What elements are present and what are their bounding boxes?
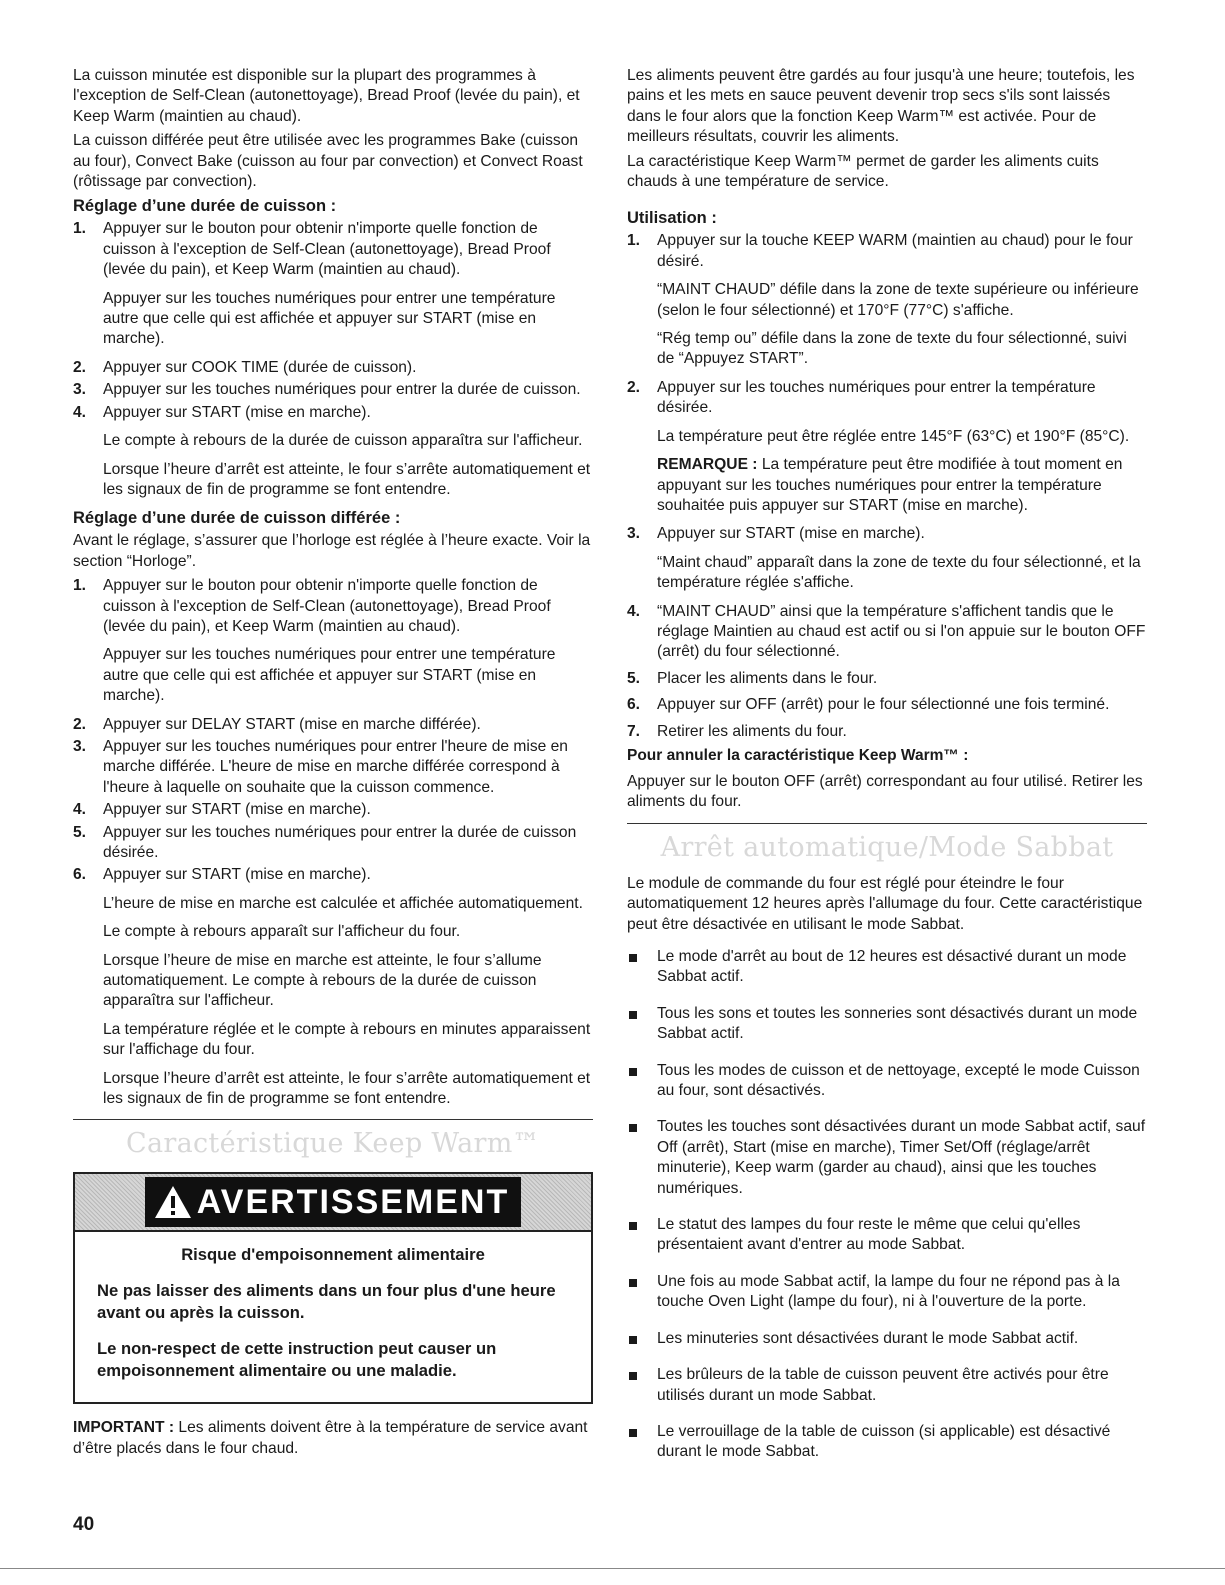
step	[73, 823, 593, 864]
step	[73, 865, 593, 1109]
step-text: Appuyer sur OFF (arrêt) pour le four sélectionné une fois terminé.	[657, 696, 1110, 714]
section-divider	[627, 823, 1147, 824]
step-number: 1.	[627, 232, 641, 250]
keep-warm-section-title: Caractéristique Keep Warm™	[126, 1128, 540, 1160]
sabbath-bullet-list	[627, 947, 1147, 1463]
square-bullet-icon	[629, 1336, 637, 1344]
remark-note	[657, 455, 1147, 516]
square-bullet-icon	[629, 1429, 637, 1437]
square-bullet-icon	[629, 1279, 637, 1287]
warning-label: AVERTISSEMENT	[196, 1183, 510, 1222]
step	[627, 669, 1147, 689]
list-item	[627, 1117, 1147, 1199]
step-number: 4.	[73, 801, 87, 819]
list-item	[627, 1215, 1147, 1256]
list-item-text: Toutes les touches sont désactivées durant un mode Sabbat actif, sauf Off (arrêt), Start (mise en marche), Timer Set/Off (réglage/arrêt minuterie), Keep warm (garder au chaud), ainsi que les touches numériques.	[657, 1118, 1146, 1197]
step-number: 4.	[627, 602, 641, 620]
list-item-text: Tous les sons et toutes les sonneries sont désactivés durant un mode Sabbat actif.	[657, 1004, 1138, 1043]
step-number: 4.	[73, 403, 87, 421]
step	[73, 576, 593, 706]
warning-body	[75, 1232, 591, 1402]
square-bullet-icon	[629, 1372, 637, 1380]
warning-triangle-icon	[153, 1184, 193, 1220]
square-bullet-icon	[629, 954, 637, 962]
step-number: 5.	[627, 669, 641, 687]
cook-time-heading: Réglage d’une durée de cuisson :	[73, 197, 337, 216]
step-text: Appuyer sur START (mise en marche).	[103, 801, 371, 819]
step-text: Placer les aliments dans le four.	[657, 669, 878, 687]
usage-heading: Utilisation :	[627, 209, 717, 228]
cancel-keep-warm-text: Appuyer sur le bouton OFF (arrêt) correspondant au four utilisé. Retirer les aliments du four.	[627, 772, 1143, 811]
step-note: L’heure de mise en marche est calculée et affichée automatiquement.	[103, 894, 583, 912]
step-note: “Rég temp ou” défile dans la zone de texte du four sélectionné, suivi de “Appuyez START”.	[657, 330, 1127, 368]
step-number: 1.	[73, 220, 87, 238]
list-item	[627, 1422, 1147, 1463]
sabbath-section-title: Arrêt automatique/Mode Sabbat	[660, 831, 1114, 863]
step-number: 3.	[73, 381, 87, 399]
step	[73, 358, 593, 378]
step-note: Le compte à rebours apparaît sur l'afficheur du four.	[103, 923, 461, 941]
step	[627, 602, 1147, 663]
square-bullet-icon	[629, 1222, 637, 1230]
step	[627, 378, 1147, 516]
step-note: Appuyer sur les touches numériques pour entrer une température autre que celle qui est affichée et appuyer sur START (mise en marche).	[103, 646, 556, 705]
step	[73, 737, 593, 798]
list-item	[627, 1061, 1147, 1102]
step-note: Appuyer sur les touches numériques pour entrer une température autre que celle qui est affichée et appuyer sur START (mise en marche).	[103, 289, 556, 348]
step-number: 1.	[73, 577, 87, 595]
timed-cooking-intro: La cuisson minutée est disponible sur la plupart des programmes à l'exception de Self-Clean (autonettoyage), Bread Proof (levée du pain), et Keep Warm (maintien au chaud).	[73, 67, 580, 125]
step-number: 6.	[73, 866, 87, 884]
step-number: 3.	[627, 525, 641, 543]
step-text: Appuyer sur les touches numériques pour entrer la durée de cuisson.	[103, 381, 581, 399]
step-number: 5.	[73, 823, 87, 841]
step-text: Appuyer sur les touches numériques pour entrer la température désirée.	[657, 378, 1096, 417]
important-text: Les aliments doivent être à la température de service avant d’être placés dans le four chaud.	[73, 1419, 588, 1457]
step-number: 6.	[627, 696, 641, 714]
step	[73, 380, 593, 400]
list-item	[627, 1365, 1147, 1406]
list-item	[627, 947, 1147, 988]
left-column	[73, 66, 593, 1463]
step-text: Appuyer sur START (mise en marche).	[103, 866, 371, 884]
step	[627, 695, 1147, 715]
step-note: Le compte à rebours de la durée de cuisson apparaîtra sur l'afficheur.	[103, 432, 583, 450]
step	[73, 800, 593, 820]
section-divider	[73, 1119, 593, 1120]
list-item-text: Le verrouillage de la table de cuisson (si applicable) est désactivé durant le mode Sabbat.	[657, 1422, 1111, 1461]
step	[627, 722, 1147, 742]
step	[73, 219, 593, 349]
step-note: “Maint chaud” apparaît dans la zone de texte du four sélectionné, et la température réglée s'affiche.	[657, 553, 1141, 592]
step-number: 3.	[73, 737, 87, 755]
delay-start-heading: Réglage d’une durée de cuisson différée :	[73, 509, 401, 528]
warning-line-1: Ne pas laisser des aliments dans un four plus d'une heure avant ou après la cuisson.	[97, 1281, 556, 1323]
step-number: 2.	[627, 378, 641, 396]
step	[627, 524, 1147, 593]
list-item	[627, 1272, 1147, 1313]
square-bullet-icon	[629, 1068, 637, 1076]
step	[73, 715, 593, 735]
list-item-text: Le mode d'arrêt au bout de 12 heures est désactivé durant un mode Sabbat actif.	[657, 948, 1127, 986]
list-item-text: Tous les modes de cuisson et de nettoyage, excepté le mode Cuisson au four, sont désactivés.	[657, 1061, 1140, 1100]
step-text: Appuyer sur COOK TIME (durée de cuisson).	[103, 358, 417, 376]
important-label: IMPORTANT :	[73, 1419, 175, 1437]
step-note: La température peut être réglée entre 145°F (63°C) et 190°F (85°C).	[657, 427, 1130, 445]
step-text: Appuyer sur START (mise en marche).	[103, 403, 371, 421]
list-item	[627, 1329, 1147, 1349]
step-text: Appuyer sur DELAY START (mise en marche différée).	[103, 715, 481, 733]
warning-box	[73, 1172, 593, 1404]
step-text: “MAINT CHAUD” ainsi que la température s'affichent tandis que le réglage Maintien au chaud est actif ou si l'on appuie sur le bouton OFF (arrêt) du four sélectionné.	[657, 602, 1146, 661]
step-note: Lorsque l’heure d’arrêt est atteinte, le four s’arrête automatiquement et les signaux de fin de programme se font entendre.	[103, 1069, 591, 1108]
list-item	[627, 1004, 1147, 1045]
keep-warm-intro-1: Les aliments peuvent être gardés au four jusqu'à une heure; toutefois, les pains et les mets en sauce peuvent devenir trop secs s'ils sont laissés dans le four alors que la fonction Keep Warm™ est activée. Pour de meilleurs résultats, couvrir les aliments.	[627, 67, 1135, 146]
list-item-text: Les brûleurs de la table de cuisson peuvent être activés pour être utilisés durant un mode Sabbat.	[657, 1366, 1109, 1404]
warning-line-2: Le non-respect de cette instruction peut causer un empoisonnement alimentaire ou une maladie.	[97, 1339, 497, 1381]
step-number: 7.	[627, 722, 641, 740]
step-note: La température réglée et le compte à rebours en minutes apparaissent sur l'affichage du four.	[103, 1020, 591, 1059]
step-note: “MAINT CHAUD” défile dans la zone de texte supérieure ou inférieure (selon le four sélectionné) et 170°F (77°C) s'affiche.	[657, 281, 1139, 319]
step-number: 2.	[73, 358, 87, 376]
list-item-text: Les minuteries sont désactivées durant le mode Sabbat actif.	[657, 1329, 1079, 1347]
list-item-text: Le statut des lampes du four reste le même que celui qu'elles présentaient avant d'entrer au mode Sabbat.	[657, 1216, 1081, 1254]
step-text: Appuyer sur les touches numériques pour entrer la durée de cuisson désirée.	[103, 823, 577, 861]
important-note	[73, 1418, 593, 1459]
square-bullet-icon	[629, 1011, 637, 1019]
remark-text: La température peut être modifiée à tout moment en appuyant sur les touches numériques pour entrer la température souhaitée puis appuyer sur START (mise en marche).	[657, 456, 1123, 514]
delay-start-steps	[73, 576, 593, 1109]
keep-warm-intro-2: La caractéristique Keep Warm™ permet de garder les aliments cuits chauds à une température de service.	[627, 152, 1099, 191]
step-note: Lorsque l’heure de mise en marche est atteinte, le four s’allume automatiquement. Le compte à rebours de la durée de cuisson apparaîtra sur l'afficheur.	[103, 951, 542, 1010]
remark-label: REMARQUE :	[657, 456, 758, 474]
page-bottom-edge	[0, 1568, 1225, 1569]
step-text: Appuyer sur la touche KEEP WARM (maintien au chaud) pour le four désiré.	[657, 232, 1133, 270]
step	[627, 231, 1147, 369]
delayed-cooking-intro: La cuisson différée peut être utilisée avec les programmes Bake (cuisson au four), Convect Bake (cuisson au four par convection) et Convect Roast (rôtissage par convection).	[73, 132, 583, 191]
step-text: Appuyer sur le bouton pour obtenir n'importe quelle fonction de cuisson à l'exception de Self-Clean (autonettoyage), Bread Proof (levée du pain), et Keep Warm (maintien au chaud).	[103, 220, 551, 279]
keep-warm-steps	[627, 231, 1147, 742]
step-text: Retirer les aliments du four.	[657, 722, 847, 740]
list-item-text: Une fois au mode Sabbat actif, la lampe du four ne répond pas à la touche Oven Light (lampe du four), ni à l'ouverture de la porte.	[657, 1272, 1120, 1311]
step-number: 2.	[73, 715, 87, 733]
cancel-keep-warm-heading: Pour annuler la caractéristique Keep Warm™ :	[627, 746, 969, 764]
warning-title: Risque d'empoisonnement alimentaire	[181, 1245, 485, 1265]
cook-time-steps	[73, 219, 593, 500]
square-bullet-icon	[629, 1124, 637, 1132]
step	[73, 403, 593, 501]
sabbath-intro: Le module de commande du four est réglé pour éteindre le four automatiquement 12 heures après l'allumage du four. Cette caractéristique peut être désactivée en utilisant le mode Sabbat.	[627, 874, 1143, 933]
right-column	[627, 66, 1147, 1479]
warning-label-badge	[145, 1177, 522, 1227]
page-number: 40	[73, 1514, 95, 1535]
warning-header	[75, 1174, 591, 1232]
step-text: Appuyer sur START (mise en marche).	[657, 525, 925, 543]
delay-start-intro: Avant le réglage, s’assurer que l’horloge est réglée à l’heure exacte. Voir la section “Horloge”.	[73, 532, 591, 570]
step-text: Appuyer sur le bouton pour obtenir n'importe quelle fonction de cuisson à l'exception de Self-Clean (autonettoyage), Bread Proof (levée du pain), et Keep Warm (maintien au chaud).	[103, 577, 551, 635]
step-text: Appuyer sur les touches numériques pour entrer l'heure de mise en marche différée. L'heure de mise en marche différée correspond à l'heure à laquelle on souhaite que la cuisson commence.	[103, 737, 568, 796]
step-note: Lorsque l’heure d’arrêt est atteinte, le four s’arrête automatiquement et les signaux de fin de programme se font entendre.	[103, 460, 591, 498]
